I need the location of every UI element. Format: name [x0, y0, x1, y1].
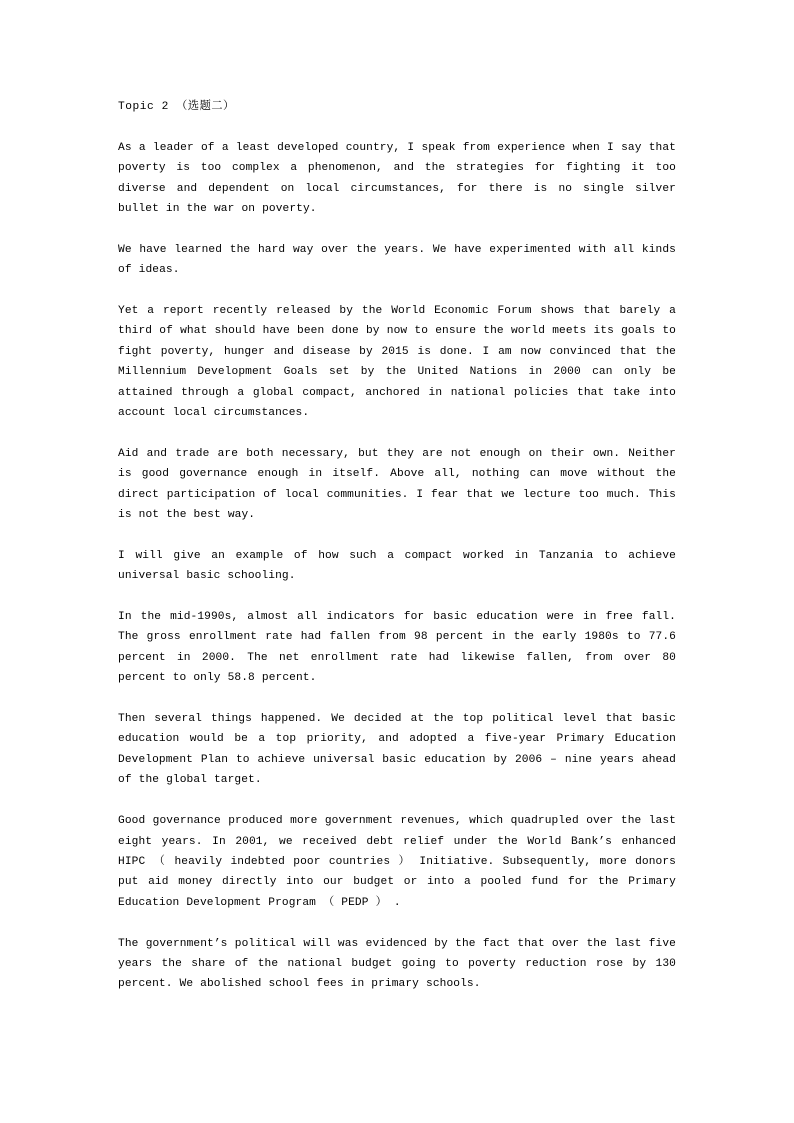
paragraph-gap — [118, 689, 676, 709]
paragraph-9: The government’s political will was evidenced by the fact that over the last five years the share of the national budget going to poverty reduction rose by 130 percent. We abolished school fees in primary schools. — [118, 937, 676, 991]
paragraph-gap — [118, 587, 676, 607]
paragraph-gap — [118, 913, 676, 933]
page-title: Topic 2 （选题二） — [118, 101, 235, 113]
paragraph-4: Aid and trade are both necessary, but they are not enough on their own. Neither is good governance enough in itself. Above all, nothing can move without the direct participation of local communities. I fear that we lecture too much. This is not the best way. — [118, 447, 676, 522]
paragraph-1: As a leader of a least developed country, I speak from experience when I say that poverty is too complex a phenomenon, and the strategies for fighting it too diverse and dependent on local circumstances, for there is no single silver bullet in the war on poverty. — [118, 141, 676, 216]
paragraph-6: In the mid-1990s, almost all indicators for basic education were in free fall. The gross enrollment rate had fallen from 98 percent in the early 1980s to 77.6 percent in 2000. The net enrollment rate had likewise fallen, from over 80 percent to only 58.8 percent. — [118, 611, 676, 685]
paragraph-3: Yet a report recently released by the World Economic Forum shows that barely a third of what should have been done by now to ensure the world meets its goals to fight poverty, hunger and disease by 2015 is done. I am now convinced that the Millennium Development Goals set by the United Nations in 2000 can only be attained through a global compact, anchored in national policies that take into account local circumstances. — [118, 305, 676, 420]
paragraph-gap — [118, 219, 676, 239]
paragraph-7: Then several things happened. We decided at the top political level that basic education would be a top priority, and adopted a five-year Primary Education Development Plan to achieve universal basic education by 2006 – nine years ahead of the global target. — [118, 713, 676, 787]
paragraph-gap — [118, 423, 676, 443]
title-spacer — [118, 117, 676, 137]
document-body — [118, 97, 676, 995]
paragraph-2: We have learned the hard way over the years. We have experimented with all kinds of ideas. — [118, 243, 676, 277]
paragraph-gap — [118, 281, 676, 301]
paragraph-8: Good governance produced more government revenues, which quadrupled over the last eight years. In 2001, we received debt relief under the World Bank’s enhanced HIPC （ heavily indebted poor countries ） Initiative. Subsequently, more donors put aid money directly into our budget or into a pooled fund for the Primary Education Development Program （ PEDP ） . — [118, 815, 676, 909]
paragraph-gap — [118, 525, 676, 545]
paragraph-5: I will give an example of how such a compact worked in Tanzania to achieve universal basic schooling. — [118, 549, 676, 583]
paragraph-gap — [118, 791, 676, 811]
